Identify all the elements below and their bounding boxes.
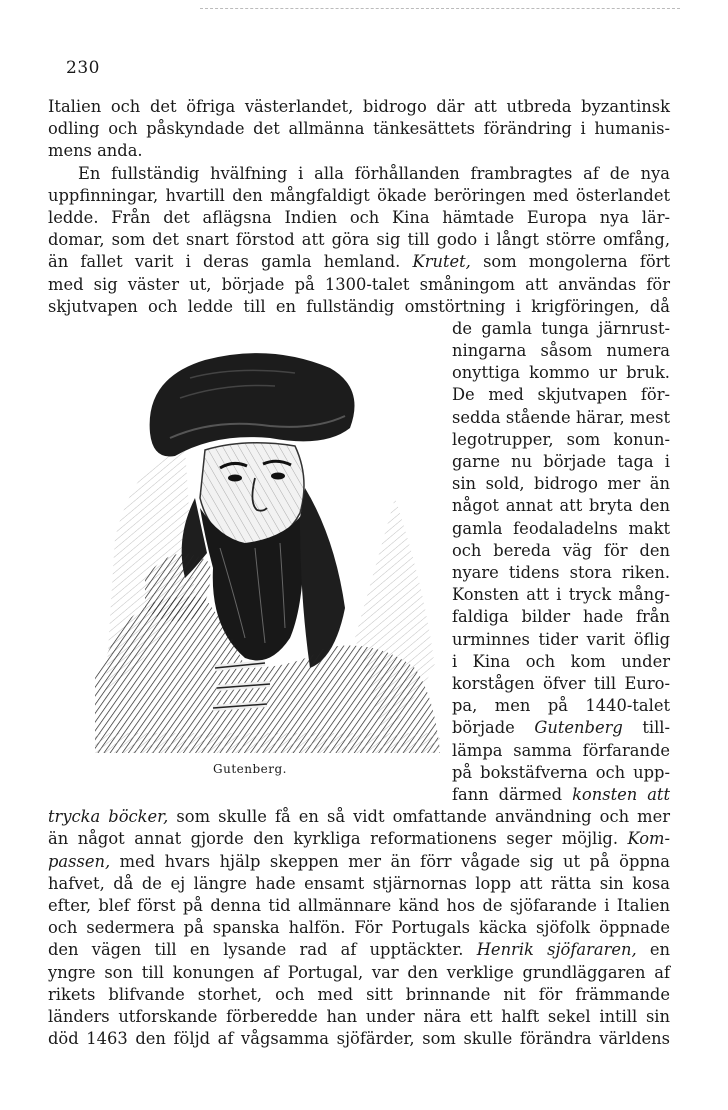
text-span: med hvars hjälp skeppen mer än förr vågade sig ut på öppna	[110, 852, 670, 871]
hair	[300, 488, 345, 668]
text-line: uppfinningar, hvartill den mångfaldigt ökade beröringen med österlandet	[48, 186, 670, 205]
text-line	[48, 251, 670, 273]
text-span: en	[636, 940, 671, 959]
italic-term: trycka böcker,	[48, 807, 169, 826]
text-line: En fullständig hvälfning i alla förhållanden frambragtes af de nya	[78, 164, 670, 183]
text-line: urminnes tider varit öflig	[452, 630, 670, 649]
text-line: ningarna såsom numera	[452, 341, 670, 360]
text-line: domar, som det snart förstod att göra sig till godo i långt större omfång,	[48, 230, 670, 249]
text-line: faldiga bilder hade från	[452, 607, 670, 626]
text-line: lämpa samma förfarande	[452, 741, 670, 760]
text-span: som skulle få en så vidt omfattande användning och mer	[168, 807, 671, 826]
text-line: onyttiga kommo ur bruk.	[452, 363, 670, 382]
eye	[271, 473, 285, 480]
text-line: efter, blef först på denna tid allmännare känd hos de sjöfarande i Italien	[48, 896, 670, 915]
italic-term: passen,	[48, 852, 111, 871]
text-line	[48, 851, 670, 873]
text-span: än något annat gjorde den kyrkliga reformationens seger möjlig.	[48, 829, 628, 848]
text-line: Konsten att i tryck mång-	[452, 585, 670, 604]
text-line	[48, 939, 670, 961]
page-number: 230	[66, 58, 100, 78]
text-span: började	[452, 718, 535, 737]
text-line	[48, 828, 670, 850]
text-span: än fallet varit i deras gamla hemland.	[48, 252, 413, 271]
text-span: till-	[622, 718, 671, 737]
italic-term: Gutenberg	[534, 718, 623, 737]
gutenberg-portrait	[95, 338, 440, 753]
text-line: gamla feodaladelns makt	[452, 519, 670, 538]
italic-term: Henrik sjöfararen,	[476, 940, 637, 959]
text-span: den vägen till en lysande rad af upptäckter.	[48, 940, 477, 959]
text-line: i Kina och kom under	[452, 652, 670, 671]
text-line: pa, men på 1440-talet	[452, 696, 670, 715]
italic-term: Kom-	[627, 829, 670, 848]
text-line: sin sold, bidrogo mer än	[452, 474, 670, 493]
text-line	[452, 717, 670, 739]
text-line: död 1463 den följd af vågsamma sjöfärder, som skulle förändra världens	[48, 1029, 670, 1048]
text-span: fann därmed	[452, 785, 573, 804]
text-line: skjutvapen och ledde till en fullständig omstörtning i krigföringen, då	[48, 297, 670, 316]
text-line: och bereda väg för den	[452, 541, 670, 560]
ground-hatching	[95, 733, 440, 753]
text-line: yngre son till konungen af Portugal, var den verklige grundläggaren af	[48, 963, 670, 982]
text-line: odling och påskyndade det allmänna tänkesättets förändring i humanis-	[48, 119, 670, 138]
text-line: rikets blifvande storhet, och med sitt brinnande nit för främmande	[48, 985, 670, 1004]
text-line	[452, 784, 670, 806]
text-line: ledde. Från det aflägsna Indien och Kina hämtade Europa nya lär-	[48, 208, 670, 227]
text-line: hafvet, då de ej längre hade ensamt stjärnornas lopp att rätta sin kosa	[48, 874, 670, 893]
text-line: länders utforskande förberedde han under nära ett halft sekel intill sin	[48, 1007, 670, 1026]
fur-hat	[150, 353, 355, 456]
text-line: sedda stående härar, mest	[452, 408, 670, 427]
eye	[228, 475, 242, 482]
text-line: De med skjutvapen för-	[452, 385, 670, 404]
text-line: legotrupper, som konun-	[452, 430, 670, 449]
text-line: och sedermera på spanska halfön. För Portugals käcka sjöfolk öppnade	[48, 918, 670, 937]
text-line: nyare tidens stora riken.	[452, 563, 670, 582]
text-line: garne nu började taga i	[452, 452, 670, 471]
text-span: som mongolerna fört	[470, 252, 670, 271]
text-line: något annat att bryta den	[452, 496, 670, 515]
text-line: Italien och det öfriga västerlandet, bidrogo där att utbreda byzantinsk	[48, 97, 670, 116]
text-line: mens anda.	[48, 141, 143, 160]
italic-term: konsten att	[572, 785, 670, 804]
text-line: med sig väster ut, började på 1300-talet småningom att användas för	[48, 275, 670, 294]
page-top-edge	[200, 8, 680, 10]
text-line: korstågen öfver till Euro-	[452, 674, 670, 693]
text-line: på bokstäfverna och upp-	[452, 763, 670, 782]
italic-term: Krutet,	[412, 252, 471, 271]
figure-caption: Gutenberg.	[213, 762, 287, 776]
text-line	[48, 806, 670, 828]
text-line: de gamla tunga järnrust-	[452, 319, 670, 338]
